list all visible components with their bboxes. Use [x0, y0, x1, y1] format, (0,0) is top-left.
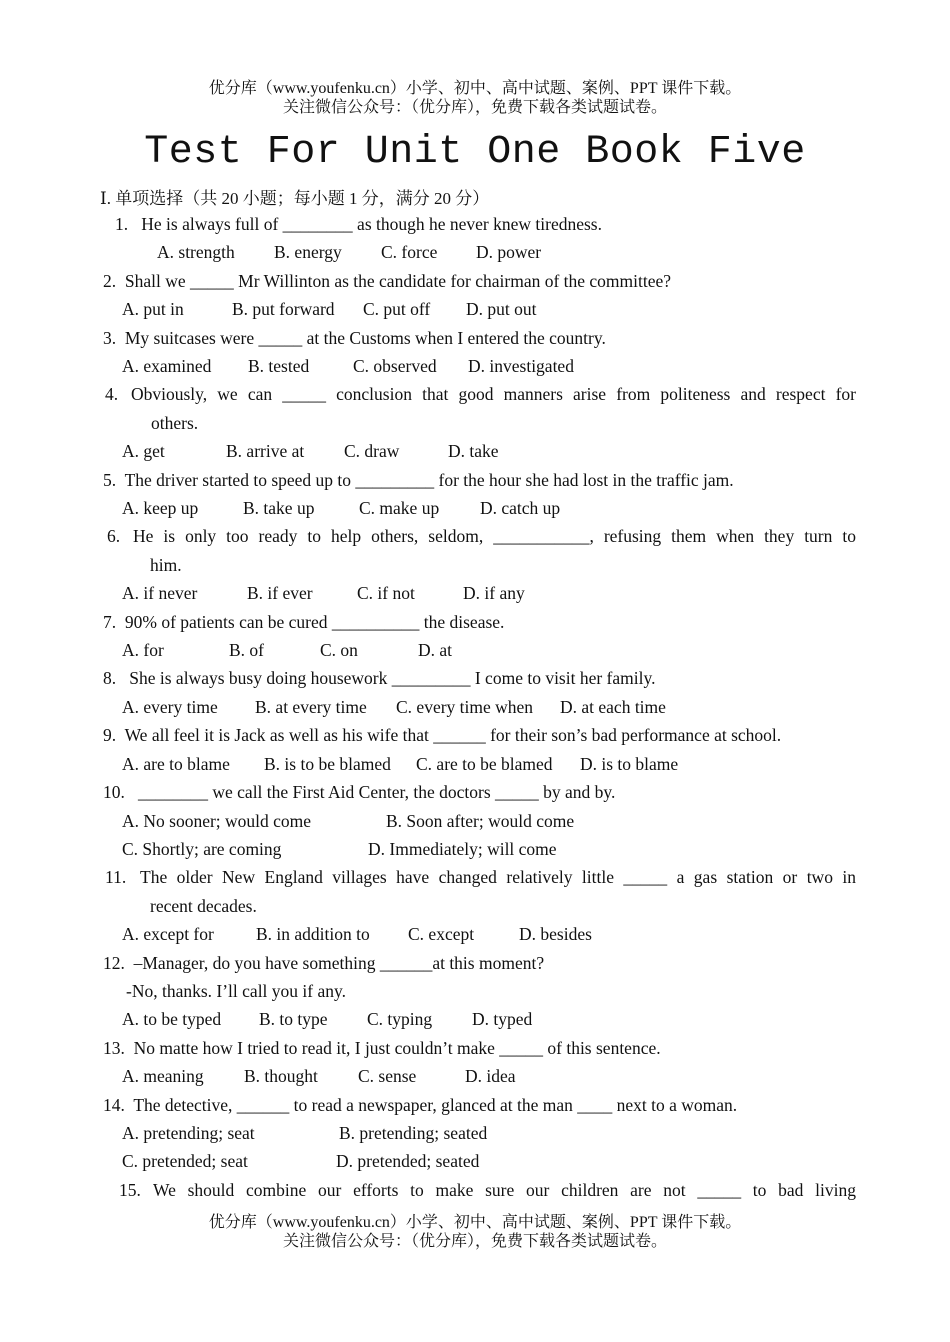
- option-a: A. meaning: [122, 1066, 204, 1087]
- option-a: A. except for: [122, 924, 214, 945]
- question-11-options: [0, 920, 950, 948]
- option-c: C. typing: [367, 1009, 433, 1030]
- option-b: B. thought: [244, 1066, 318, 1087]
- option-c: C. Shortly; are coming: [122, 838, 282, 859]
- option-a: A. if never: [122, 583, 198, 604]
- option-d: D. at: [418, 640, 453, 661]
- option-d: D. take: [448, 441, 499, 462]
- question-8: [0, 664, 950, 721]
- header-line-2: 关注微信公众号：（优分库），免费下载各类试题试卷。: [282, 99, 667, 116]
- question-text: 90% of patients can be cured __________ the disease.: [124, 611, 505, 632]
- question-4: [0, 380, 950, 437]
- question-text-continued: others.: [151, 412, 199, 433]
- option-d: D. is to blame: [580, 753, 679, 774]
- option-c: C. sense: [358, 1066, 417, 1087]
- option-b: B. at every time: [255, 696, 367, 717]
- option-c: C. except: [408, 924, 475, 945]
- question-15: [0, 1176, 950, 1204]
- question-text: She is always busy doing housework _________ I come to visit her family.: [129, 668, 656, 689]
- question-6: [0, 522, 950, 579]
- option-c: C. observed: [353, 356, 437, 377]
- question-text: –Manager, do you have something ______at this moment?: [133, 952, 545, 973]
- question-11: [0, 863, 950, 920]
- question-10: [0, 778, 950, 863]
- question-14: [0, 1091, 950, 1176]
- option-c: C. are to be blamed: [416, 753, 553, 774]
- option-d: D. idea: [465, 1066, 516, 1087]
- question-number: 13.: [103, 1037, 125, 1058]
- question-number: 7.: [103, 611, 117, 632]
- option-b: B. tested: [248, 356, 310, 377]
- question-2: [0, 267, 950, 324]
- option-a: A. No sooner; would come: [122, 810, 312, 831]
- question-number: 4.: [105, 384, 119, 405]
- option-b: B. put forward: [232, 299, 335, 320]
- option-b: B. if ever: [247, 583, 313, 604]
- question-text: We all feel it is Jack as well as his wife that ______ for their son’s bad performance at school.: [124, 725, 782, 746]
- option-b: B. to type: [259, 1009, 328, 1030]
- option-d: D. catch up: [480, 498, 561, 519]
- option-a: A. to be typed: [122, 1009, 222, 1030]
- question-12: [0, 949, 950, 1034]
- option-a: A. every time: [122, 696, 218, 717]
- question-number: 9.: [103, 725, 117, 746]
- option-a: A. get: [122, 441, 165, 462]
- page-footer: [0, 1213, 950, 1251]
- question-text: My suitcases were _____ at the Customs when I entered the country.: [124, 327, 606, 348]
- option-b: B. arrive at: [226, 441, 305, 462]
- question-number: 6.: [107, 526, 121, 547]
- option-a: A. strength: [157, 242, 235, 263]
- question-7: [0, 608, 950, 665]
- page-title: Test For Unit One Book Five: [144, 130, 806, 175]
- option-c: C. make up: [359, 498, 440, 519]
- footer-line-2: 关注微信公众号：（优分库），免费下载各类试题试卷。: [282, 1233, 667, 1250]
- question-text: The older New England villages have changed relatively little _____ a gas station or two in: [140, 867, 856, 888]
- option-c: C. if not: [357, 583, 415, 604]
- option-d: D. Immediately; will come: [368, 838, 557, 859]
- option-a: A. are to blame: [122, 753, 230, 774]
- option-b: B. is to be blamed: [264, 753, 391, 774]
- option-c: C. draw: [344, 441, 400, 462]
- option-c: C. force: [381, 242, 438, 263]
- question-number: 5.: [103, 469, 117, 490]
- question-text: Shall we _____ Mr Willinton as the candidate for chairman of the committee?: [124, 270, 672, 291]
- question-number: 10.: [103, 782, 125, 803]
- option-a: A. for: [122, 640, 164, 661]
- question-number: 12.: [103, 952, 125, 973]
- option-c: C. on: [320, 640, 358, 661]
- question-text: He is only too ready to help others, seldom, ___________, refusing them when they turn to: [133, 526, 856, 547]
- option-b: B. of: [229, 640, 264, 661]
- question-text: No matte how I tried to read it, I just couldn’t make _____ of this sentence.: [133, 1037, 661, 1058]
- header-line-1: 优分库（www.youfenku.cn）小学、初中、高中试题、案例、PPT 课件下载。: [208, 80, 742, 97]
- question-number: 3.: [103, 327, 117, 348]
- question-number: 11.: [105, 867, 127, 888]
- question-4-options: [0, 437, 950, 465]
- option-a: A. keep up: [122, 498, 199, 519]
- question-3: [0, 324, 950, 381]
- question-text: Obviously, we can _____ conclusion that good manners arise from politeness and respect for: [131, 384, 856, 405]
- option-c: C. every time when: [396, 696, 534, 717]
- option-c: C. pretended; seat: [122, 1151, 248, 1172]
- question-9: [0, 721, 950, 778]
- option-b: B. take up: [243, 498, 315, 519]
- question-text-continued: recent decades.: [150, 895, 257, 916]
- option-d: D. if any: [463, 583, 525, 604]
- option-d: D. at each time: [560, 696, 666, 717]
- option-a: A. pretending; seat: [122, 1122, 255, 1143]
- question-6-options: [0, 579, 950, 607]
- question-text: ________ we call the First Aid Center, the doctors _____ by and by.: [138, 782, 616, 803]
- page-header: [0, 79, 950, 117]
- option-a: A. put in: [122, 299, 184, 320]
- question-1: [0, 210, 950, 267]
- question-number: 8.: [103, 668, 117, 689]
- question-text-continued: him.: [150, 554, 182, 575]
- question-text: The driver started to speed up to _________ for the hour she had lost in the traffic jam.: [124, 469, 734, 490]
- question-list: [0, 210, 950, 1204]
- option-a: A. examined: [122, 356, 212, 377]
- option-b: B. in addition to: [256, 924, 370, 945]
- option-c: C. put off: [363, 299, 431, 320]
- question-reply: -No, thanks. I’ll call you if any.: [126, 980, 346, 1001]
- option-d: D. besides: [519, 924, 592, 945]
- question-13: [0, 1034, 950, 1091]
- option-b: B. Soon after; would come: [386, 810, 575, 831]
- question-number: 14.: [103, 1094, 125, 1115]
- question-5: [0, 466, 950, 523]
- question-text: He is always full of ________ as though he never knew tiredness.: [141, 214, 602, 234]
- option-d: D. put out: [466, 299, 537, 320]
- question-text: We should combine our efforts to make sure our children are not _____ to bad living: [153, 1179, 856, 1200]
- section-heading: Ⅰ. 单项选择（共 20 小题；每小题 1 分，满分 20 分）: [100, 189, 490, 208]
- option-d: D. investigated: [468, 356, 574, 377]
- option-d: D. typed: [472, 1009, 533, 1030]
- footer-line-1: 优分库（www.youfenku.cn）小学、初中、高中试题、案例、PPT 课件下载。: [208, 1214, 742, 1231]
- question-number: 1.: [115, 214, 129, 234]
- question-number: 15.: [119, 1179, 141, 1200]
- option-b: B. pretending; seated: [339, 1122, 488, 1143]
- question-number: 2.: [103, 270, 117, 291]
- option-d: D. power: [476, 242, 542, 263]
- option-d: D. pretended; seated: [336, 1151, 480, 1172]
- question-text: The detective, ______ to read a newspaper, glanced at the man ____ next to a woman.: [133, 1094, 738, 1115]
- option-b: B. energy: [274, 242, 342, 263]
